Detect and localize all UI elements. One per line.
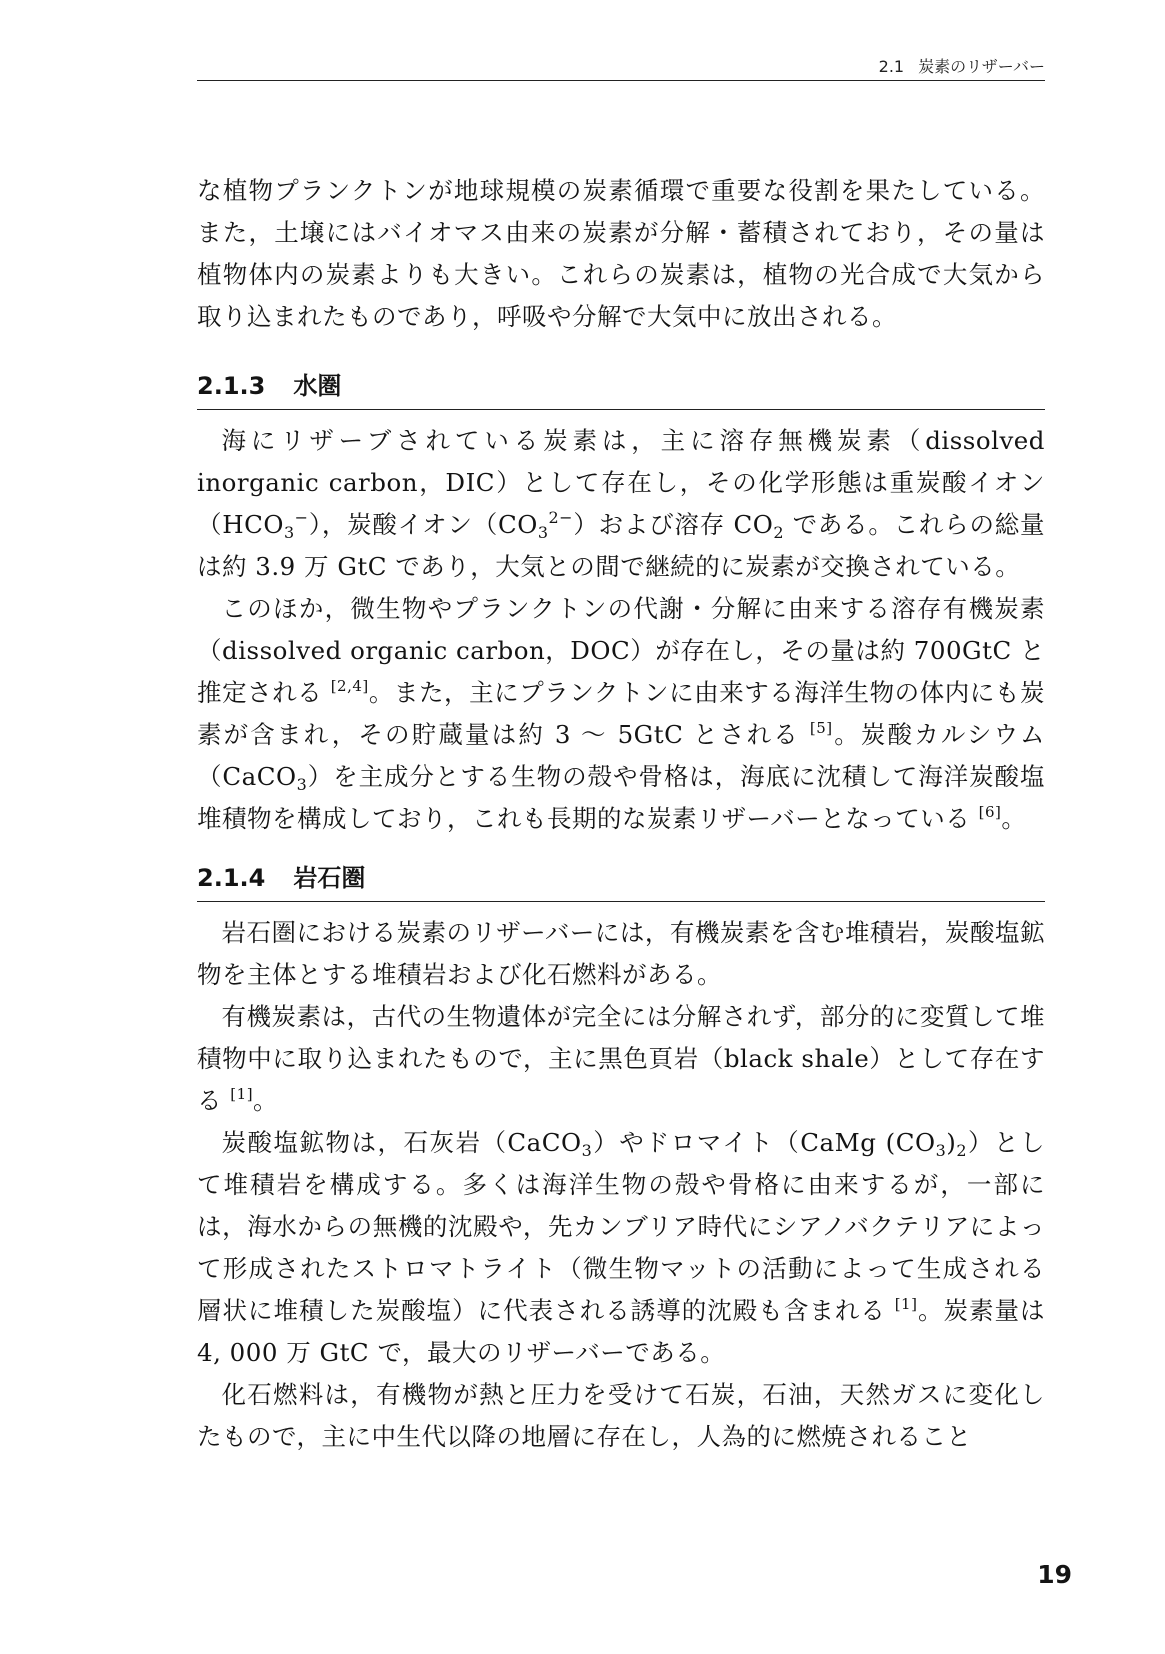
lithosphere-paragraph-2: 有機炭素は，古代の生物遺体が完全には分解されず，部分的に変質して堆積物中に取り込まれたもので，主に黒色頁岩（black shale）として存在する [1]。 — [197, 1002, 1045, 1115]
header-section-number: 2.1 — [878, 57, 905, 76]
section-number: 2.1.4 — [197, 864, 266, 892]
section-title: 岩石圏 — [293, 864, 366, 892]
hydrosphere-paragraph-1: 海にリザーブされている炭素は，主に溶存無機炭素（dissolved inorganic carbon，DIC）として存在し，その化学形態は重炭酸イオン$(HCO_3^-)$，炭酸イオン$(CO_3^{2-})$および溶存 $CO_2$ である。これらの総量は約 3.9 万 GtC であり，大気との間で継続的に炭素が交換されている。 — [197, 426, 1045, 581]
header-section-title: 炭素のリザーバー — [918, 57, 1045, 76]
section-title: 水圏 — [293, 372, 342, 400]
hydrosphere-paragraph-2: このほか，微生物やプランクトンの代謝・分解に由来する溶存有機炭素（dissolved organic carbon，DOC）が存在し，その量は約 700GtC と推定される [2,4]。また，主にプランクトンに由来する海洋生物の体内にも炭素が含まれ，その貯蔵量は約 3 ～ 5GtC とされる [5]。炭酸カルシウム（CaCO$_3$）を主成分とする生物の殻や骨格は，海底に沈積して海洋炭酸塩堆積物を構成しており，これも長期的な炭素リザーバーとなっている [6]。 — [197, 594, 1045, 833]
section-heading-2-1-3 — [197, 366, 1045, 410]
intro-block — [197, 170, 1045, 338]
citation: [6] — [978, 803, 1002, 821]
lithosphere-paragraph-4: 化石燃料は，有機物が熱と圧力を受けて石炭，石油，天然ガスに変化したもので，主に中生代以降の地層に存在し，人為的に燃焼されること — [197, 1380, 1045, 1451]
section-heading-2-1-4 — [197, 858, 1045, 902]
section-number: 2.1.3 — [197, 372, 266, 400]
citation: [1] — [894, 1295, 918, 1313]
intro-paragraph: な植物プランクトンが地球規模の炭素循環で重要な役割を果たしている。また，土壌にはバイオマス由来の炭素が分解・蓄積されており，その量は植物体内の炭素よりも大きい。これらの炭素は，植物の光合成で大気から取り込まれたものであり，呼吸や分解で大気中に放出される。 — [197, 176, 1045, 331]
section-2-1-3-body — [197, 420, 1045, 840]
section-2-1-4-body — [197, 912, 1045, 1458]
citation: [1] — [230, 1085, 254, 1103]
page-number: 19 — [1037, 1560, 1072, 1589]
lithosphere-paragraph-3: 炭酸塩鉱物は，石灰岩（CaCO$_3$）やドロマイト（CaMg $(CO_3)_2$）として堆積岩を構成する。多くは海洋生物の殻や骨格に由来するが，一部には，海水からの無機的沈殿や，先カンブリア時代にシアノバクテリアによって形成されたストロマトライト（微生物マットの活動によって生成される層状に堆積した炭酸塩）に代表される誘導的沈殿も含まれる [1]。炭素量は 4, 000 万 GtC で，最大のリザーバーである。 — [197, 1128, 1046, 1367]
header-rule — [197, 80, 1045, 81]
citation: [2,4] — [330, 677, 369, 695]
citation: [5] — [809, 719, 833, 737]
running-header — [197, 54, 1045, 77]
lithosphere-paragraph-1: 岩石圏における炭素のリザーバーには，有機炭素を含む堆積岩，炭酸塩鉱物を主体とする堆積岩および化石燃料がある。 — [197, 918, 1045, 989]
